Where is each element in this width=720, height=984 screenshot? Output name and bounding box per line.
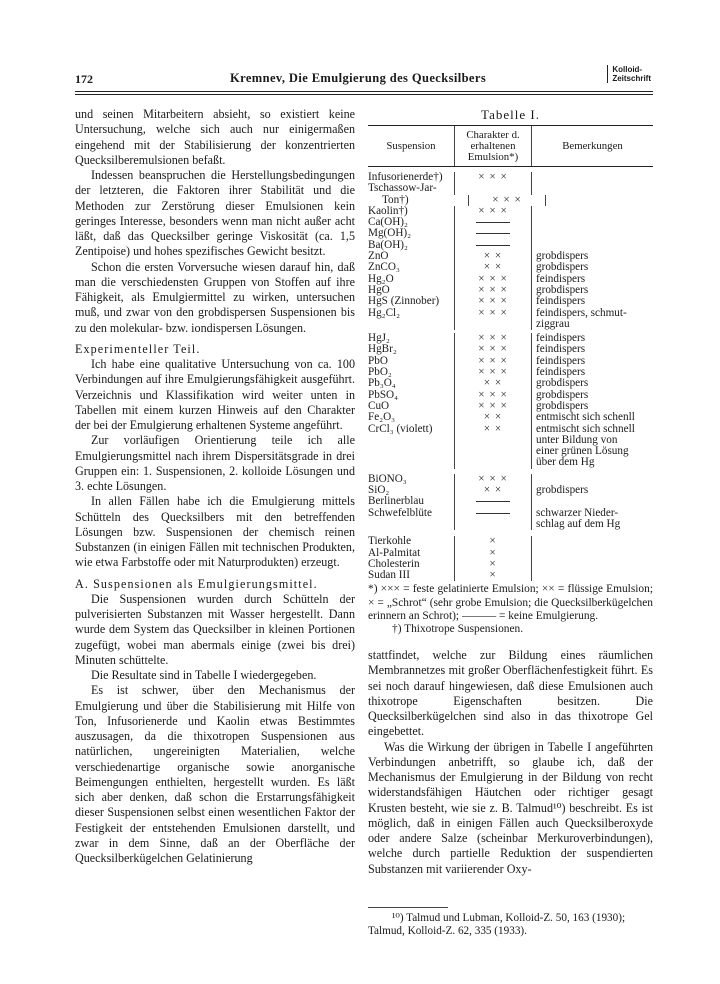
paragraph: stattfindet, welche zur Bildung eines räumlichen Membrannetzes mit großer Oberflächenfestigkeit führt. Es sei noch darauf hingewiesen, daß diese Emulsionen auch thixotrope Eigenschaften besitzen. Die Quecksilberkügelchen sind also in das thixotrope Gel eingebettet. (368, 648, 653, 739)
cell-charakter: × (454, 548, 532, 559)
page-header (75, 65, 653, 88)
cell-suspension: Infusorienerde†) (368, 171, 443, 183)
no-emulsion-dash (476, 222, 510, 223)
cell-bemerkungen: schlag auf dem Hg (536, 517, 621, 530)
table-row (368, 457, 653, 468)
cell-charakter: × × × (468, 195, 546, 206)
table-row (368, 206, 653, 217)
cell-suspension: ZnCO₃ (368, 261, 400, 274)
cell-charakter: × × × (454, 308, 532, 319)
table-row (368, 333, 653, 344)
cell-suspension (368, 435, 454, 446)
table-row (368, 308, 653, 319)
cell-bemerkungen: feindispers (536, 343, 586, 356)
cell-suspension: CuO (368, 399, 390, 412)
running-title: Kremnev, Die Emulgierung des Quecksilbers (230, 71, 487, 85)
col-header-bemerkungen: Bemerkungen (562, 139, 623, 152)
no-emulsion-dash (476, 245, 510, 246)
table-body (368, 167, 653, 581)
cell-charakter (454, 457, 532, 468)
table-row (368, 474, 653, 485)
cell-charakter: × × × (454, 401, 532, 412)
cell-suspension: HgJ₂ (368, 332, 390, 345)
cell-bemerkungen: grobdispers (536, 484, 589, 497)
cell-bemerkungen: entmischt sich schenll (536, 411, 635, 424)
cell-bemerkungen: ziggrau (536, 317, 570, 330)
cell-suspension: Ton†) (382, 193, 409, 206)
footnote-rule (368, 907, 448, 908)
cell-suspension: Ca(OH)₂ (368, 216, 408, 229)
paragraph: Die Suspensionen wurden durch Schütteln der pulverisierten Substanzen mit Wasser hergestellt. Dann wurde dem System das Quecksilber in kleinen Portionen zugefügt, wobei man abermals einige (zwei bis drei) Minuten schüttelte. (75, 591, 355, 667)
table-row (368, 446, 653, 457)
cell-suspension (368, 446, 454, 457)
cell-charakter: × × × (454, 206, 532, 217)
section-heading: Experimenteller Teil. (75, 341, 201, 356)
cell-bemerkungen (532, 217, 653, 228)
journal-line-2: Zeitschrift (612, 74, 651, 83)
cell-bemerkungen: einer grünen Lösung (536, 445, 629, 458)
cell-suspension: Hg₂O (368, 272, 394, 285)
no-emulsion-dash (476, 501, 510, 502)
cell-charakter: × (454, 559, 532, 570)
cell-charakter: × × (454, 251, 532, 262)
cell-charakter: × × × (454, 390, 532, 401)
cell-charakter: × (454, 570, 532, 581)
cell-bemerkungen (532, 183, 653, 194)
paragraph: Es ist schwer, über den Mechanismus der Emulgierung und über die Stabilisierung mit Hilfe von Ton, Infusorienerde und Kaolin etwas Bestimmtes auszusagen, da die thixotropen Suspensionen aus natürlichen, ungereinigten Materialien, welche verschiedenartige organische sowie anorganische Beimengungen enthielten, hergestellt wurden. Es läßt sich aber denken, daß schon die Erstarrungsfähigkeit dieser Suspensionen selbst einen wesentlichen Faktor der Festigkeit der entstehenden Emulsionen darstellt, und zwar in dem Sinne, daß an der Oberfläche der Quecksilberkügelchen Gelatinierung (75, 683, 355, 865)
cell-charakter (454, 183, 532, 194)
cell-bemerkungen: grobdispers (536, 388, 589, 401)
cell-charakter: × × (454, 485, 532, 496)
table-caption: Tabelle I. (481, 107, 540, 122)
cell-charakter: × × × (454, 172, 532, 183)
cell-charakter: × × × (454, 474, 532, 485)
cell-charakter: × × (454, 378, 532, 389)
cell-bemerkungen: grobdispers (536, 250, 589, 263)
table-1 (368, 107, 653, 636)
table-row (368, 195, 653, 206)
paragraph: Zur vorläufigen Orientierung teile ich alle Emulgierungsmittel nach ihrem Dispersitätsgrade in drei Gruppen ein: 1. Suspensionen, 2. kolloide Lösungen und 3. echte Lösungen. (75, 433, 355, 493)
cell-suspension: Sudan III (368, 569, 410, 582)
table-row (368, 344, 653, 355)
cell-bemerkungen: grobdispers (536, 399, 589, 412)
cell-charakter: × × × (454, 333, 532, 344)
cell-bemerkungen: feindispers, schmut- (536, 306, 627, 319)
cell-suspension: Hg₂Cl₂ (368, 306, 401, 319)
table-row (368, 251, 653, 262)
table-row (368, 240, 653, 251)
cell-suspension (368, 519, 454, 530)
cell-charakter: × (454, 536, 532, 547)
cell-bemerkungen (532, 496, 653, 507)
table-row (368, 367, 653, 378)
page-number: 172 (75, 72, 93, 86)
table-row (368, 519, 653, 530)
cell-bemerkungen: entmischt sich schnell (536, 422, 635, 435)
cell-suspension: CrCl₃ (violett) (368, 422, 433, 435)
cell-suspension: Ba(OH)₂ (368, 238, 408, 251)
cell-charakter: × × × (454, 274, 532, 285)
table-row (368, 228, 653, 239)
cell-charakter: × × × (454, 356, 532, 367)
header-rule (75, 91, 653, 92)
col-header-suspension: Suspension (386, 139, 436, 152)
cell-suspension: Berlinerblau (368, 495, 424, 508)
cell-bemerkungen (532, 570, 653, 581)
cell-charakter: × × × (454, 285, 532, 296)
table-row (368, 412, 653, 423)
table-note-legend: *) ××× = feste gelatinierte Emulsion; ×× = flüssige Emulsion; × = „Schrot“ (sehr grobe Emulsion; die Quecksilberkügelchen erinnern an Schrot); ——— = keine Emulgierung. (368, 583, 653, 622)
paragraph: Die Resultate sind in Tabelle I wiedergegeben. (91, 668, 317, 682)
cell-charakter (454, 228, 532, 239)
cell-suspension: Tschassow-Jar- (368, 182, 437, 195)
left-column (75, 107, 355, 866)
cell-bemerkungen (532, 536, 653, 547)
cell-suspension: BiONO₃ (368, 472, 407, 485)
cell-bemerkungen: über dem Hg (536, 456, 595, 469)
footnote: ¹⁰) Talmud und Lubman, Kolloid-Z. 50, 163 (1930); Talmud, Kolloid-Z. 62, 335 (1933). (368, 912, 626, 938)
cell-bemerkungen (532, 559, 653, 570)
cell-bemerkungen (532, 206, 653, 217)
table-row (368, 262, 653, 273)
cell-charakter: × × × (454, 367, 532, 378)
cell-suspension: SiO₂ (368, 484, 390, 497)
paragraph: Schon die ersten Vorversuche wiesen darauf hin, daß man die verschiedensten Gruppen von Stoffen auf ihre Fähigkeit, als Emulgiermittel zu wirken, untersuchen muß, und zwar von den grobdispersen Suspensionen bis zu den molekular- bzw. iondispersen Lösungen. (75, 259, 355, 335)
cell-suspension: HgS (Zinnober) (368, 295, 440, 308)
cell-bemerkungen (546, 195, 653, 206)
cell-suspension: Tierkohle (368, 535, 412, 548)
cell-bemerkungen: grobdispers (536, 283, 589, 296)
table-row (368, 319, 653, 330)
cell-bemerkungen: feindispers (536, 366, 586, 379)
journal-line-1: Kolloid- (612, 65, 643, 74)
cell-charakter (454, 519, 532, 530)
table-notes (368, 583, 653, 636)
cell-charakter: × × × (454, 296, 532, 307)
cell-bemerkungen: feindispers (536, 272, 586, 285)
cell-bemerkungen: grobdispers (536, 377, 589, 390)
cell-bemerkungen: schwarzer Nieder- (536, 506, 619, 519)
section-heading: A. Suspensionen als Emulgierungsmittel. (75, 576, 318, 591)
cell-bemerkungen: feindispers (536, 354, 586, 367)
cell-suspension: HgO (368, 283, 390, 296)
table-row (368, 559, 653, 570)
table-row (368, 570, 653, 581)
cell-bemerkungen (532, 548, 653, 559)
table-row (368, 390, 653, 401)
cell-bemerkungen: unter Bildung von (536, 433, 618, 446)
paragraph: Ich habe eine qualitative Untersuchung von ca. 100 Verbindungen auf ihre Emulgierungsfähigkeit ausgeführt. Verzeichnis und Klassifikation wird weiter unten in Tabellen mit einem kurzen Hinweis auf den Charakter der bei der Emulgierung erhaltenen Systeme angeführt. (75, 357, 355, 432)
table-row (368, 183, 653, 194)
cell-bemerkungen (532, 172, 653, 183)
cell-bemerkungen: feindispers (536, 332, 586, 345)
cell-suspension: Pb₃O₄ (368, 377, 396, 390)
cell-suspension: Mg(OH)₂ (368, 227, 412, 240)
no-emulsion-dash (476, 513, 510, 514)
cell-suspension: Kaolin†) (368, 204, 408, 217)
cell-bemerkungen: feindispers (536, 295, 586, 308)
cell-suspension: PbO₂ (368, 366, 392, 379)
table-row (368, 496, 653, 507)
table-row (368, 274, 653, 285)
cell-suspension: PbO (368, 354, 388, 367)
table-row (368, 296, 653, 307)
table-header (368, 126, 653, 167)
cell-charakter: × × (454, 412, 532, 423)
cell-charakter: × × (454, 424, 532, 435)
header-rule-thin (75, 94, 653, 95)
paragraph: Was die Wirkung der übrigen in Tabelle I angeführten Verbindungen anbetrifft, so glaube ich, daß der Mechanismus der Emulgierung in der Bildung von recht widerstandsfähigen Häutchen oder richtiger gesagt Krusten besteht, wie sie z. B. Talmud¹⁰) beschreibt. Es ist möglich, daß in einigen Fällen auch Quecksilberoxyde oder andere Salze (scheinbar Merkuroverbindungen), welche durch partielle Reduktion der suspendierten Substanzen mit variierender Oxy- (368, 739, 653, 876)
paragraph: und seinen Mitarbeitern absieht, so existiert keine Untersuchung, welche sich auch nur einigermaßen eingehend mit der Stabilisierung der konzentrierten Quecksilberemulsionen befaßt. (75, 107, 355, 167)
cell-charakter (454, 446, 532, 457)
cell-suspension: Schwefelblüte (368, 506, 432, 519)
cell-suspension: ZnO (368, 250, 389, 263)
cell-suspension: Cholesterin (368, 557, 420, 570)
cell-suspension (368, 457, 454, 468)
no-emulsion-dash (476, 233, 510, 234)
cell-suspension (368, 319, 454, 330)
cell-charakter (454, 496, 532, 507)
table-note-thixotrope: †) Thixotrope Suspensionen. (392, 623, 524, 635)
cell-charakter (454, 217, 532, 228)
cell-charakter (454, 319, 532, 330)
right-column (368, 648, 653, 877)
cell-charakter (454, 508, 532, 519)
cell-bemerkungen (532, 228, 653, 239)
cell-suspension: HgBr₂ (368, 343, 397, 356)
col-header-charakter: Charakter d. erhaltenen Emulsion*) (454, 126, 532, 166)
table-row (368, 536, 653, 547)
journal-name (607, 65, 651, 83)
cell-charakter: × × × (454, 344, 532, 355)
cell-suspension: Fe₂O₃ (368, 411, 396, 424)
paragraph: In allen Fällen habe ich die Emulgierung mittels Schütteln des Quecksilbers mit den betreffenden Lösungen bzw. Suspensionen der chemisch reinen Substanzen (in einigen Fällen mit technischen Produkten, wie etwa Farbstoffe oder mit Naturprodukten) erzeugt. (75, 494, 355, 570)
cell-charakter (454, 435, 532, 446)
cell-bemerkungen: grobdispers (536, 261, 589, 274)
table-row (368, 378, 653, 389)
cell-suspension: PbSO₄ (368, 388, 399, 401)
cell-suspension: Al-Palmitat (368, 546, 421, 559)
cell-charakter: × × (454, 262, 532, 273)
table-row (368, 356, 653, 367)
paragraph: Indessen beanspruchen die Herstellungsbedingungen der letzteren, die Faktoren ihrer Stabilität und die Methoden zur Zerstörung dieser Emulsionen kein geringes Interesse, besonders wenn man nicht außer acht läßt, daß das Quecksilber geringe Viskosität (ca. 1,5 Zentipoise) und hohes spezifisches Gewicht besitzt. (75, 168, 355, 259)
